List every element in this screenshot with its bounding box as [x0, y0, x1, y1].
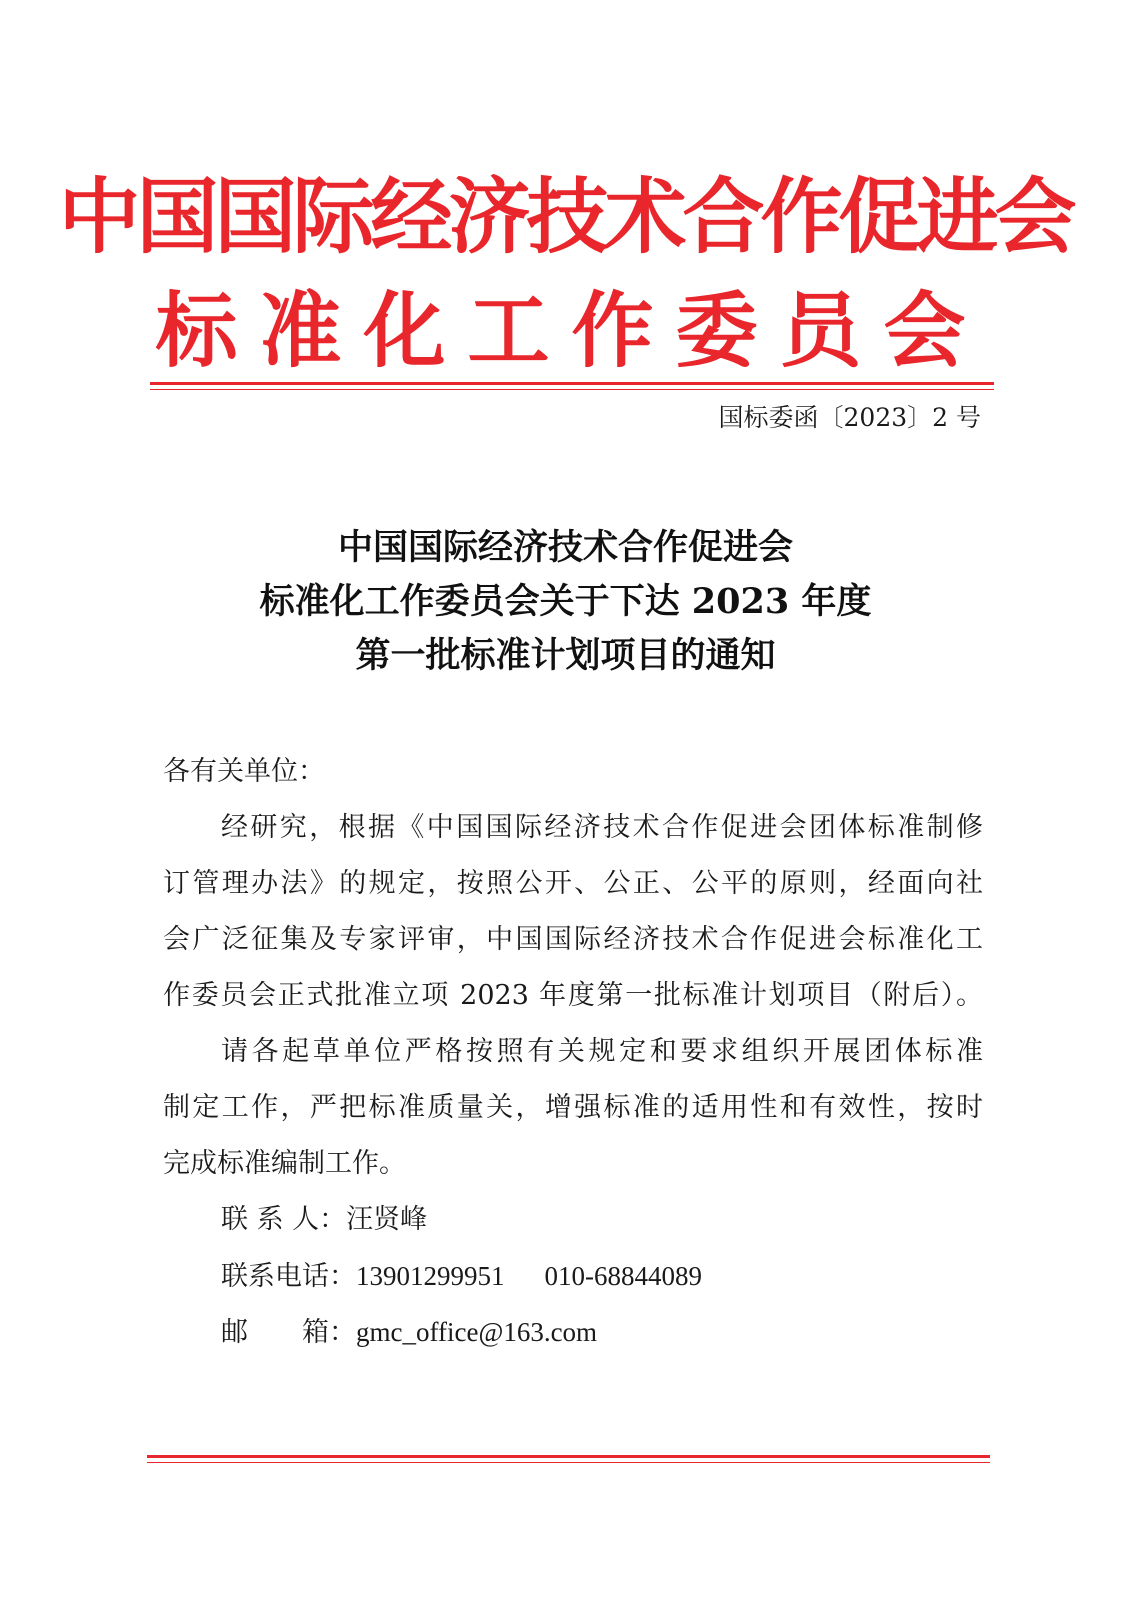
footer-divider [147, 1455, 990, 1458]
paragraph-2-line-1: 请各起草单位严格按照有关规定和要求组织开展团体标准 [221, 1036, 983, 1067]
document-title-line-1: 中国国际经济技术合作促进会 [337, 527, 793, 568]
paragraph-1-line-2: 订管理办法》的规定，按照公开、公正、公平的原则，经面向社 [163, 868, 983, 899]
document-number: 国标委函〔2023〕2 号 [718, 403, 981, 432]
contact-phone-label: 联系电话： [221, 1261, 356, 1292]
contact-phone-landline: 010-68844089 [544, 1261, 702, 1291]
letterhead-divider [150, 382, 994, 385]
document-title-line-2: 标准化工作委员会关于下达 2023 年度 [259, 581, 872, 622]
contact-email-address: gmc_office@163.com [356, 1317, 598, 1347]
paragraph-2-line-3: 完成标准编制工作。 [163, 1148, 406, 1179]
letterhead-org-name: 中国国际经济技术合作促进会 [58, 170, 1073, 265]
letterhead-committee-name: 标准化工作委员会 [155, 284, 988, 379]
footer-divider-thin [147, 1462, 990, 1463]
contact-phone-mobile: 13901299951 [356, 1261, 505, 1291]
paragraph-2-line-2: 制定工作，严把标准质量关，增强标准的适用性和有效性，按时 [163, 1092, 983, 1123]
paragraph-1-line-1: 经研究，根据《中国国际经济技术合作促进会团体标准制修 [221, 812, 983, 843]
contact-phone-row [221, 1256, 702, 1297]
paragraph-1-line-3: 会广泛征集及专家评审，中国国际经济技术合作促进会标准化工 [163, 924, 983, 955]
contact-person-row [221, 1200, 427, 1240]
salutation: 各有关单位： [163, 756, 325, 787]
paragraph-1-line-4: 作委员会正式批准立项 2023 年度第一批标准计划项目（附后）。 [163, 980, 983, 1011]
contact-person-name: 汪贤峰 [346, 1204, 428, 1235]
contact-email-row [221, 1312, 597, 1353]
contact-person-label: 联 系 人： [221, 1204, 347, 1235]
letterhead-divider-thin [150, 389, 994, 390]
document-title-line-3: 第一批标准计划项目的通知 [355, 635, 776, 676]
contact-email-label: 邮 箱： [221, 1317, 356, 1348]
